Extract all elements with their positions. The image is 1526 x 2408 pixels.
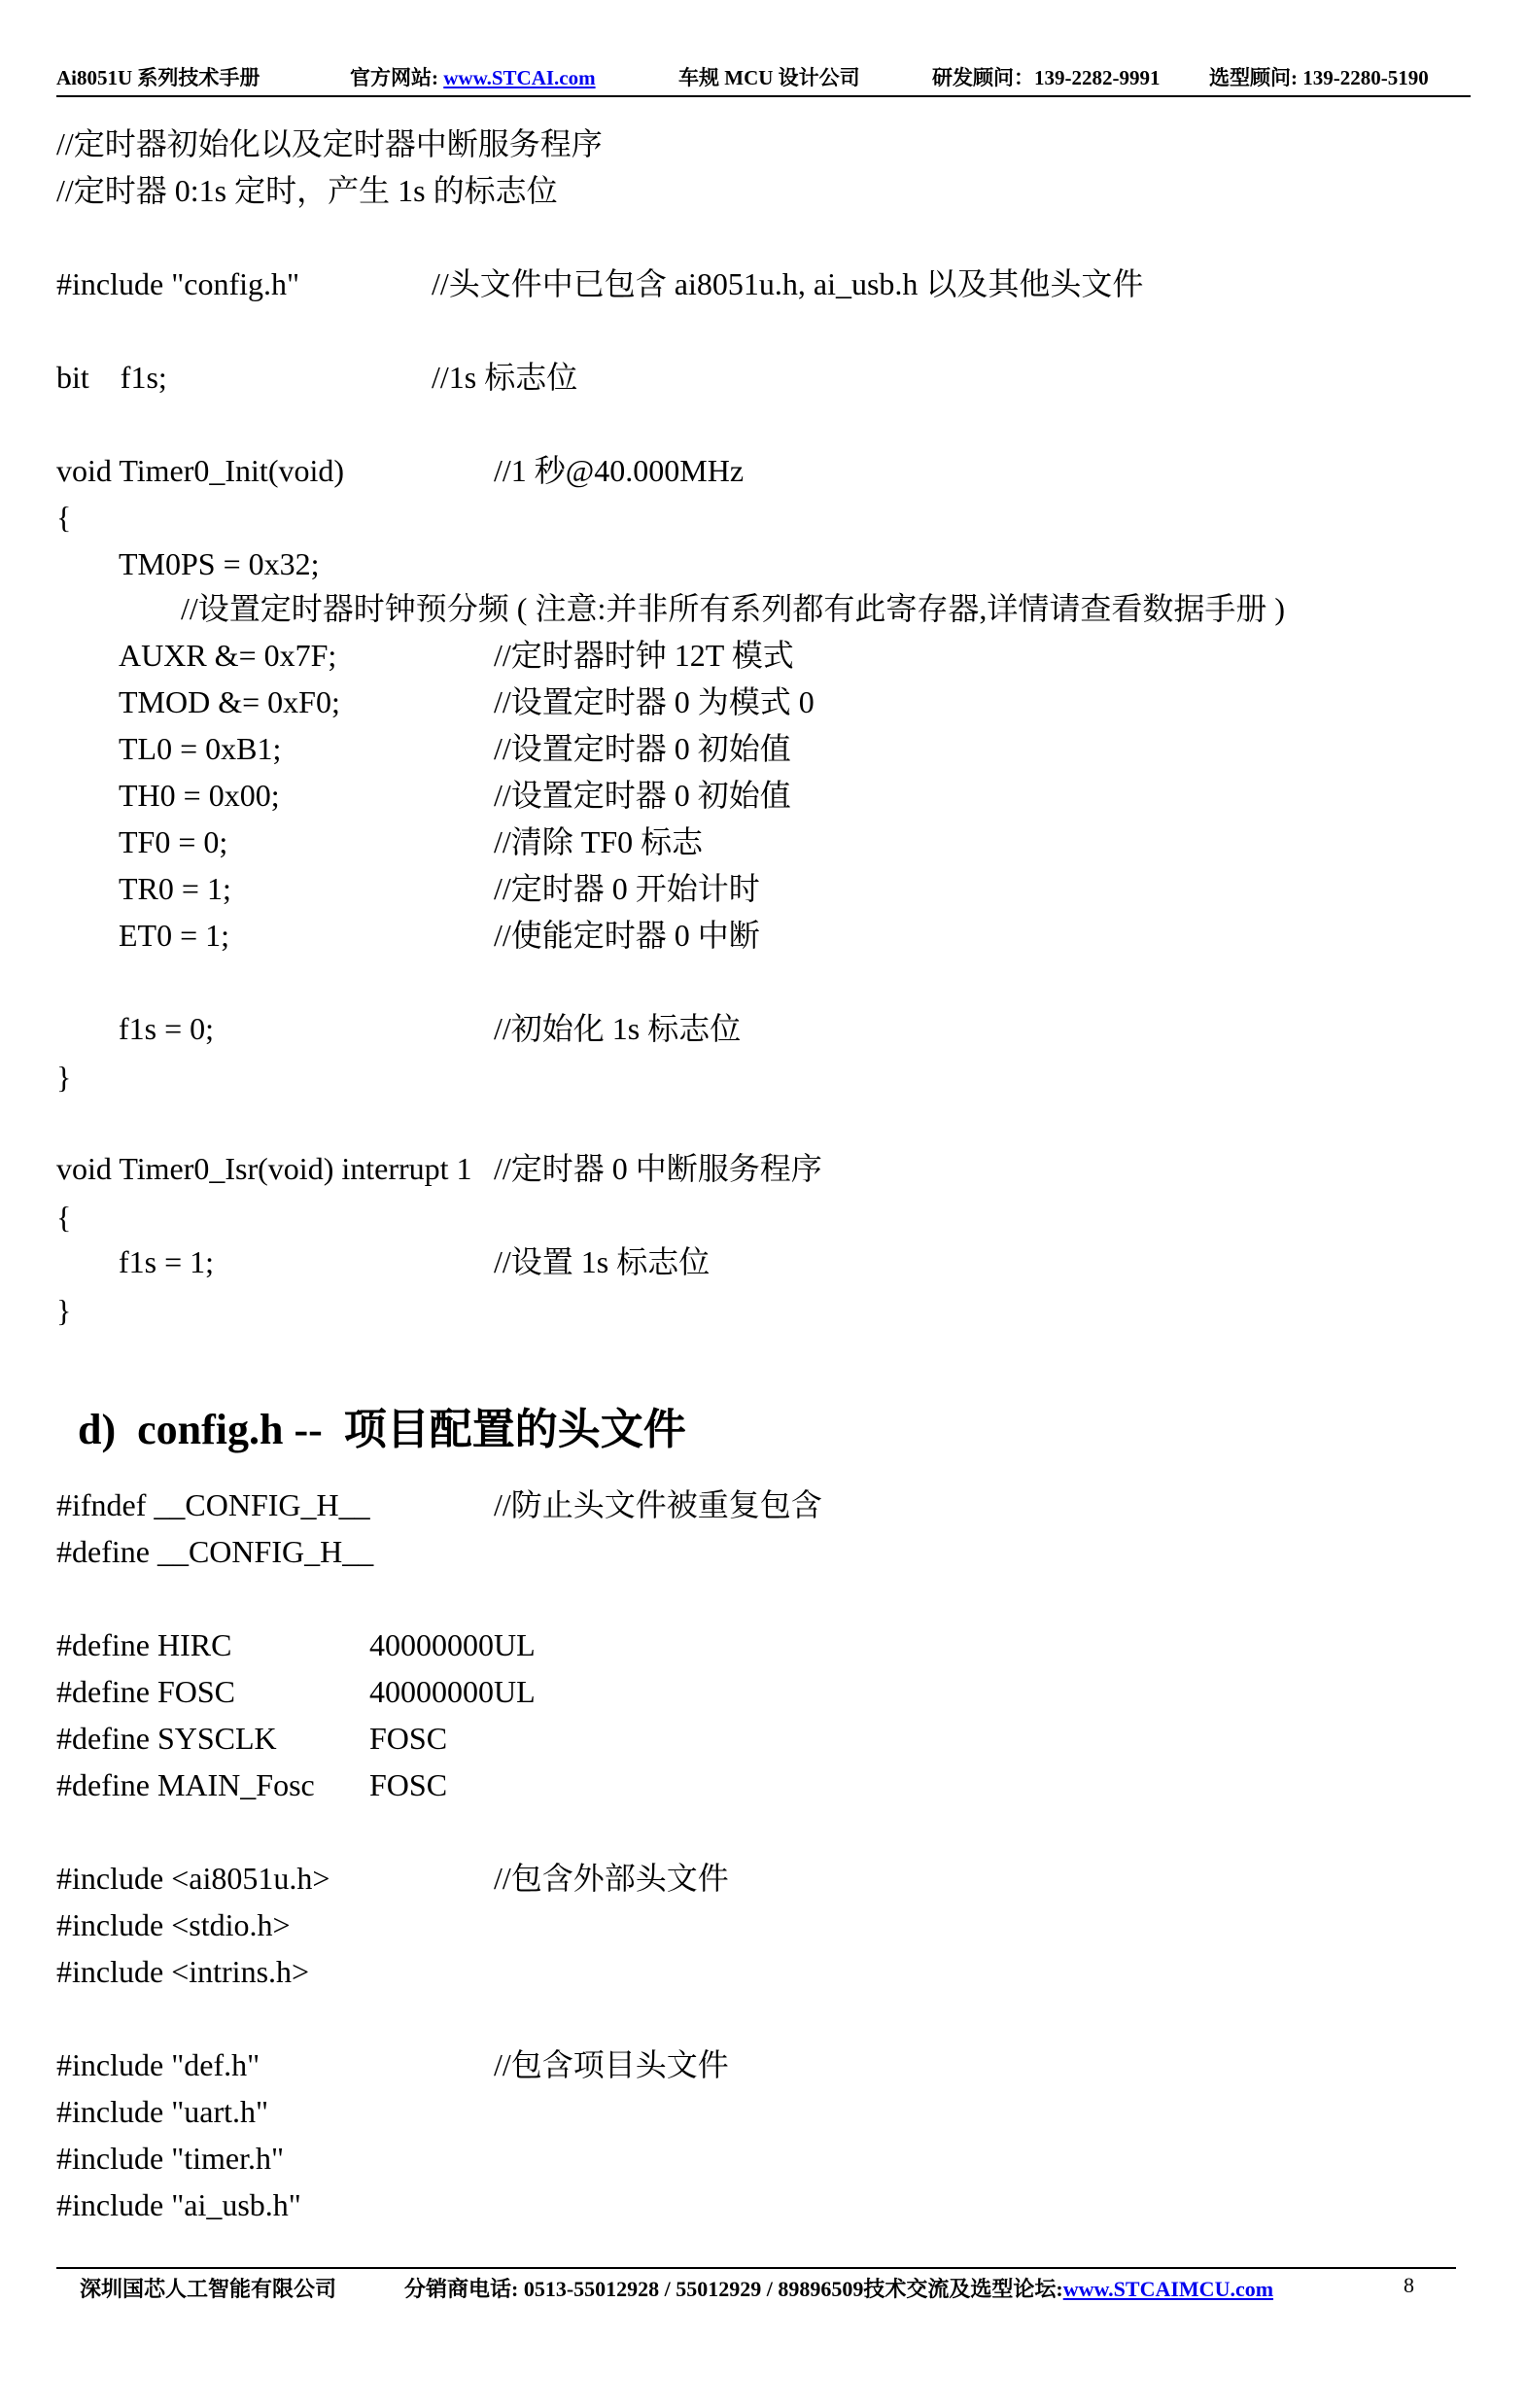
code-line: { bbox=[56, 500, 72, 535]
code-line: } bbox=[56, 1293, 72, 1328]
code-value: 40000000UL bbox=[369, 1627, 536, 1662]
code-line: AUXR &= 0x7F; bbox=[119, 638, 337, 673]
code-line: TR0 = 1; bbox=[119, 871, 231, 906]
code-line: #include <ai8051u.h> bbox=[56, 1861, 330, 1896]
code-line: #define MAIN_Fosc bbox=[56, 1767, 315, 1802]
code-comment: //头文件中已包含 ai8051u.h, ai_usb.h 以及其他头文件 bbox=[432, 266, 1144, 301]
code-comment: //防止头文件被重复包含 bbox=[494, 1487, 822, 1522]
code-line: bit f1s; bbox=[56, 360, 167, 395]
section-heading: d) config.h -- 项目配置的头文件 bbox=[78, 1406, 686, 1453]
code-line: f1s = 0; bbox=[119, 1011, 215, 1046]
header-manual-title: Ai8051U 系列技术手册 bbox=[56, 66, 260, 89]
code-comment: //初始化 1s 标志位 bbox=[494, 1011, 742, 1046]
code-value: 40000000UL bbox=[369, 1674, 536, 1709]
code-comment: //包含外部头文件 bbox=[494, 1861, 729, 1896]
code-comment: //定时器 0 中断服务程序 bbox=[494, 1151, 822, 1186]
footer-forum-link[interactable]: www.STCAIMCU.com bbox=[1062, 2277, 1274, 2301]
code-line: TF0 = 0; bbox=[119, 824, 228, 859]
code-comment: //设置 1s 标志位 bbox=[494, 1244, 711, 1279]
code-line: #include <stdio.h> bbox=[56, 1907, 291, 1942]
code-line: #include "timer.h" bbox=[56, 2141, 285, 2176]
code-line: #include "config.h" bbox=[56, 266, 300, 301]
footer-phone: 分销商电话: 0513-55012928 / 55012929 / 89896509技术交流及选型论坛: bbox=[404, 2277, 1063, 2301]
header-site-label: 官方网站: bbox=[350, 66, 444, 89]
code-comment: //使能定时器 0 中断 bbox=[494, 918, 760, 953]
code-comment: //清除 TF0 标志 bbox=[494, 824, 704, 859]
code-line: TMOD &= 0xF0; bbox=[119, 684, 340, 719]
code-line: #define SYSCLK bbox=[56, 1721, 277, 1756]
code-line: { bbox=[56, 1200, 72, 1235]
footer-divider bbox=[56, 2267, 1456, 2269]
code-comment: //设置定时器 0 初始值 bbox=[494, 778, 791, 813]
code-line: void Timer0_Isr(void) interrupt 1 bbox=[56, 1151, 472, 1186]
code-line: #include <intrins.h> bbox=[56, 1954, 310, 1989]
code-comment: //定时器时钟 12T 模式 bbox=[494, 638, 794, 673]
code-line: #define HIRC bbox=[56, 1627, 232, 1662]
header-site-link[interactable]: www.STCAI.com bbox=[443, 66, 596, 89]
code-comment: //定时器 0 开始计时 bbox=[494, 871, 760, 906]
code-comment: //1s 标志位 bbox=[432, 360, 578, 395]
code-line: #define FOSC bbox=[56, 1674, 235, 1709]
code-line: TM0PS = 0x32; bbox=[119, 546, 320, 581]
header-sel-contact: 选型顾问: 139-2280-5190 bbox=[1209, 66, 1429, 89]
code-line: #include "uart.h" bbox=[56, 2094, 269, 2129]
code-comment: //包含项目头文件 bbox=[494, 2047, 729, 2082]
code-value: FOSC bbox=[369, 1721, 448, 1756]
code-line: #include "def.h" bbox=[56, 2047, 260, 2082]
code-line: #include "ai_usb.h" bbox=[56, 2187, 301, 2222]
code-line: #define __CONFIG_H__ bbox=[56, 1534, 374, 1569]
code-line: #ifndef __CONFIG_H__ bbox=[56, 1487, 370, 1522]
code-line: TL0 = 0xB1; bbox=[119, 731, 282, 766]
header-site bbox=[350, 62, 596, 91]
header-divider bbox=[56, 95, 1471, 97]
code-line: TH0 = 0x00; bbox=[119, 778, 280, 813]
page-footer bbox=[80, 2273, 1460, 2306]
footer-contact bbox=[404, 2273, 1273, 2303]
code-comment: //设置定时器 0 初始值 bbox=[494, 731, 791, 766]
code-comment: //设置定时器 0 为模式 0 bbox=[494, 684, 815, 719]
page-header bbox=[56, 62, 1471, 93]
code-comment: //设置定时器时钟预分频 ( 注意:并非所有系列都有此寄存器,详情请查看数据手册 ) bbox=[181, 591, 1285, 626]
code-comment: //定时器 0:1s 定时，产生 1s 的标志位 bbox=[56, 173, 558, 208]
footer-company: 深圳国芯人工智能有限公司 bbox=[80, 2277, 337, 2301]
code-line: void Timer0_Init(void) bbox=[56, 453, 345, 488]
page-number: 8 bbox=[1404, 2273, 1414, 2297]
code-line: } bbox=[56, 1060, 72, 1095]
header-rd-contact: 研发顾问：139-2282-9991 bbox=[932, 66, 1161, 89]
code-comment: //1 秒@40.000MHz bbox=[494, 453, 745, 488]
code-line: f1s = 1; bbox=[119, 1244, 215, 1279]
code-value: FOSC bbox=[369, 1767, 448, 1802]
code-comment: //定时器初始化以及定时器中断服务程序 bbox=[56, 126, 603, 161]
header-company: 车规 MCU 设计公司 bbox=[678, 66, 860, 89]
code-line: ET0 = 1; bbox=[119, 918, 230, 953]
